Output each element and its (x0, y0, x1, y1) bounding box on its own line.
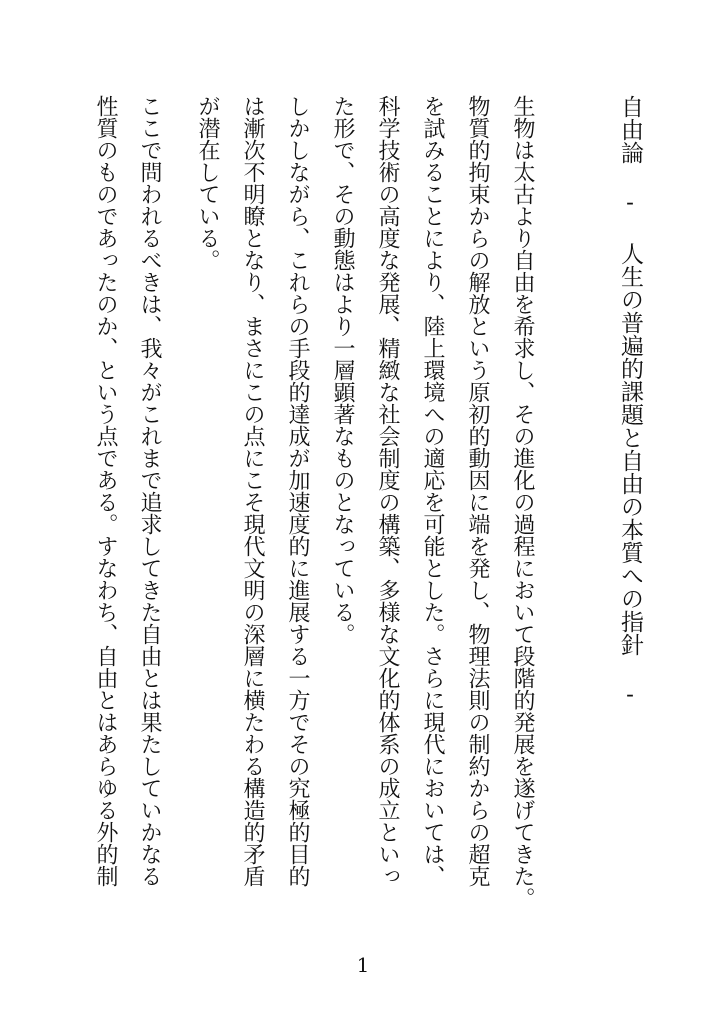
paragraph-line: ここで問われるべきは、我々がこれまで追求してきた自由とは果たしていかなる (137, 95, 162, 887)
paragraph-line: た形で、その動態はより一層顕著なものとなっている。 (330, 95, 355, 645)
paragraph-line: 科学技術の高度な発展、精緻な社会制度の構築、多様な文化的体系の成立といっ (375, 95, 400, 887)
paragraph-line: 物質的拘束からの解放という原初的動因に端を発し、物理法則の制約からの超克 (465, 95, 490, 887)
paragraph-line: 性質のものであったのか、という点である。すなわち、自由とはあらゆる外的制 (93, 95, 118, 887)
paragraph-line: が潜在している。 (195, 95, 220, 271)
paragraph-line: を試みることにより、陸上環境への適応を可能とした。さらに現代においては、 (420, 95, 445, 887)
page-number: 1 (356, 953, 370, 977)
document-title: 自由論 - 人生の普遍的課題と自由の本質への指針 - (617, 95, 643, 708)
paragraph-line: しかしながら、これらの手段的達成が加速度的に進展する一方でその究極的目的 (285, 95, 310, 887)
paragraph-line: 生物は太古より自由を希求し、その進化の過程において段階的発展を遂げてきた。 (510, 95, 535, 909)
paragraph-line: は漸次不明瞭となり、まさにこの点にこそ現代文明の深層に横たわる構造的矛盾 (240, 95, 265, 887)
